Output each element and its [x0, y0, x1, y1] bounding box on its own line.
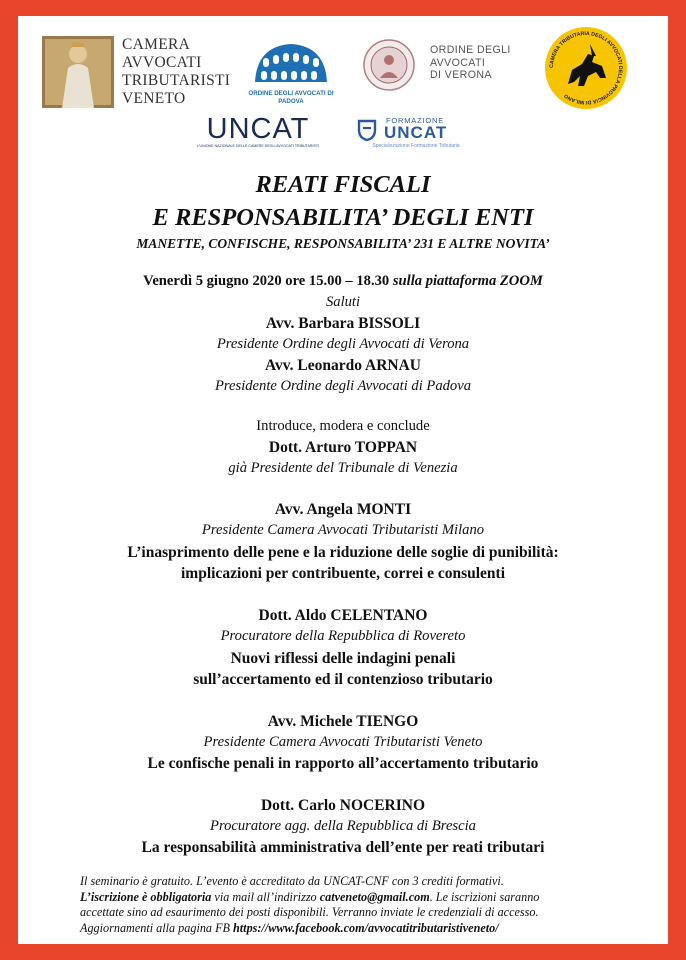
flyer: [18, 16, 668, 944]
speaker-name: Avv. Angela MONTI: [274, 501, 412, 518]
title-line-1: REATI FISCALI: [255, 171, 431, 198]
arena-icon: [249, 38, 333, 88]
email-link[interactable]: catveneto@gmail.com: [319, 889, 430, 904]
title-line-2: E RESPONSABILITA’ DEGLI ENTI: [152, 204, 534, 231]
verona-seal-icon: [362, 38, 416, 92]
uncat-subtext: L'UNIONE NAZIONALE DELLE CAMERE DEGLI AVVOCATI TRIBUTARISTI: [196, 144, 320, 148]
speaker-role: Procuratore della Repubblica di Rovereto: [220, 628, 466, 644]
formazione-shield-icon: [356, 118, 378, 142]
formazione-uncat-logo: [354, 116, 474, 152]
formazione-main-text: UNCAT: [384, 123, 448, 142]
footer-line-4: [80, 921, 620, 937]
uncat-wordmark: UNCAT: [206, 113, 310, 145]
padova-bar-logo: [246, 38, 336, 106]
verona-line-3: DI VERONA: [430, 69, 492, 81]
footer-line-1: Il seminario è gratuito. L’evento è accreditato da UNCAT-CNF con 3 crediti formativi.: [80, 874, 504, 888]
footer-text: via mail all’indirizzo: [211, 889, 320, 904]
verona-line-1: ORDINE DEGLI: [430, 44, 511, 56]
cat-line-4: VENETO: [122, 90, 186, 107]
verona-bar-logo: [362, 36, 522, 98]
milano-chamber-logo: [544, 26, 628, 110]
milano-ring-text: CAMERA TRIBUTARIA DEGLI AVVOCATI DELLA PROVINCIA DI MILANO: [548, 30, 624, 106]
talk-topic: implicazioni per contribuente, correi e consulenti: [180, 565, 506, 582]
speaker-name: Dott. Carlo NOCERINO: [260, 797, 426, 814]
moderator-name: Dott. Arturo TOPPAN: [268, 439, 418, 456]
speaker-role: Presidente Camera Avvocati Tributaristi Milano: [201, 522, 485, 538]
talk-topic: sull’accertamento ed il contenzioso tributario: [193, 671, 493, 688]
uncat-logo: [196, 114, 320, 154]
madonna-painting-icon: [42, 36, 114, 108]
subtitle: MANETTE, CONFISCHE, RESPONSABILITA’ 231 E ALTRE NOVITA’: [136, 236, 550, 251]
talk-topic: Le confische penali in rapporto all’accertamento tributario: [147, 755, 539, 772]
moderator-label: Introduce, modera e conclude: [256, 418, 430, 434]
cat-line-3: TRIBUTARISTI: [122, 72, 231, 89]
horse-rider-emblem-icon: [544, 26, 628, 110]
speaker-role: Presidente Camera Avvocati Tributaristi Veneto: [203, 734, 483, 750]
moderator-role: già Presidente del Tribunale di Venezia: [228, 460, 458, 476]
cat-line-1: CAMERA: [122, 36, 191, 53]
talk-topic: L’inasprimento delle pene e la riduzione delle soglie di punibilità:: [127, 544, 559, 561]
event-date-time: Venerdì 5 giugno 2020 ore 15.00 – 18.30: [143, 273, 390, 289]
formazione-sub-text: Specializzazione Formazione Tributaria: [372, 143, 460, 149]
padova-logo-text: ORDINE DEGLI AVVOCATI DI PADOVA: [248, 90, 334, 105]
registration-required: L’iscrizione è obbligatoria: [80, 889, 212, 904]
event-platform: sulla piattaforma ZOOM: [389, 273, 543, 289]
greetings-label: Saluti: [325, 294, 361, 310]
formazione-top-text: FORMAZIONE: [386, 116, 444, 125]
footer-notes: [80, 874, 620, 936]
speaker-role: Presidente Ordine degli Avvocati di Verona: [216, 336, 470, 352]
camera-avvocati-veneto-logo: [42, 36, 252, 108]
cat-line-2: AVVOCATI: [122, 54, 202, 71]
facebook-link[interactable]: https://www.facebook.com/avvocatitributaristiveneto/: [233, 920, 499, 935]
talk-topic: Nuovi riflessi delle indagini penali: [230, 650, 456, 667]
footer-line-2: [80, 890, 620, 906]
speaker-role: Presidente Ordine degli Avvocati di Padova: [214, 378, 471, 394]
talk-topic: La responsabilità amministrativa dell’ente per reati tributari: [141, 839, 545, 856]
footer-line-3: accettate sino ad esaurimento dei posti disponibili. Verranno inviate le credenziali di accesso.: [80, 905, 539, 920]
verona-line-2: AVVOCATI: [430, 56, 486, 69]
speaker-name: Avv. Barbara BISSOLI: [265, 315, 421, 332]
speaker-name: Avv. Michele TIENGO: [267, 713, 419, 730]
speaker-name: Avv. Leonardo ARNAU: [264, 357, 421, 374]
footer-text: Aggiornamenti alla pagina FB: [80, 920, 234, 935]
footer-text: . Le iscrizioni saranno: [429, 889, 540, 904]
speaker-name: Dott. Aldo CELENTANO: [258, 607, 428, 624]
event-datetime: [18, 272, 668, 291]
speaker-role: Procuratore agg. della Repubblica di Brescia: [210, 818, 476, 834]
